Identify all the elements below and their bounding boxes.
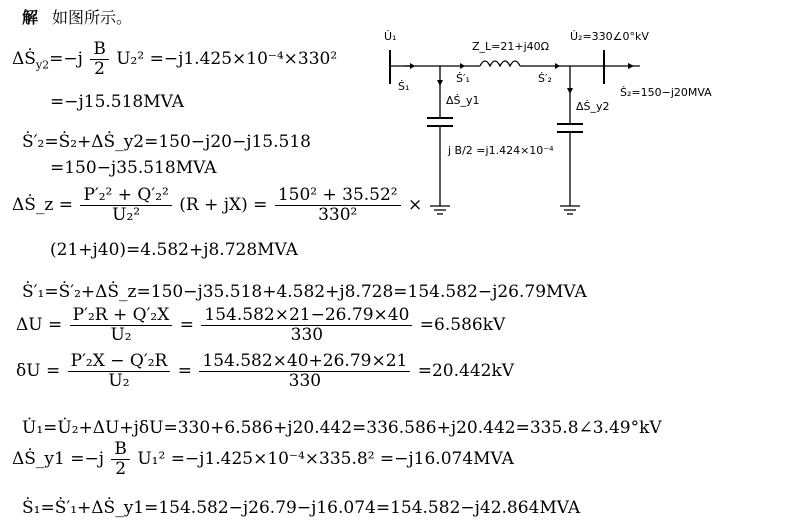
eq1-frac-num: B — [90, 40, 109, 60]
eq-s2-prime: Ṡ′₂=Ṡ₂+ΔṠ_y2=150−j20−j15.518 — [22, 132, 311, 152]
eq1-sub: y2 — [35, 58, 50, 72]
eq8-frac-den: 2 — [115, 459, 127, 479]
eq-delta-sy2 — [12, 40, 337, 79]
eq3-tail: × — [408, 195, 423, 215]
eq8-fraction — [111, 440, 130, 479]
eq-delta-u — [16, 306, 505, 345]
solution-intro: 如图所示。 — [52, 8, 133, 27]
arrow-icon — [410, 63, 415, 69]
eq1-fraction — [90, 40, 109, 79]
label-s1: Ṡ₁ — [398, 80, 410, 93]
eq1-lead: ΔṠ — [12, 49, 36, 69]
eq-delta-sz — [12, 186, 422, 225]
eq-s1-prime: Ṡ′₁=Ṡ′₂+ΔṠ_z=150−j35.518+4.582+j8.728=154.582−j26.79MVA — [22, 282, 587, 302]
eq5-lead: ΔU = — [16, 315, 63, 335]
eq6-lead: δU = — [16, 361, 61, 381]
label-delta-sy2: ΔṠ_y2 — [576, 100, 610, 113]
eq6-mid: = — [177, 361, 192, 381]
arrow-icon — [567, 88, 573, 94]
eq5-tail: =6.586kV — [419, 315, 506, 335]
label-delta-sy1: ΔṠ_y1 — [446, 94, 480, 107]
label-shunt-admittance: j B/2 =j1.424×10⁻⁴ — [448, 144, 554, 157]
solution-heading — [22, 8, 132, 28]
eq1-frac-den: 2 — [94, 59, 105, 79]
eq-s2-prime-result: =150−j35.518MVA — [50, 158, 217, 178]
eq3-fraction-1 — [80, 186, 171, 225]
eq-delta-sz-result: (21+j40)=4.582+j8.728MVA — [50, 240, 298, 260]
eq3-f1-den: U₂² — [112, 205, 141, 225]
eq-delta-u-transverse — [16, 352, 514, 391]
eq-delta-sy1 — [12, 440, 514, 479]
eq6-f2-den: 330 — [288, 371, 322, 391]
eq6-fraction-2 — [199, 352, 410, 391]
eq5-f1-num: P′₂R + Q′₂X — [70, 306, 173, 326]
arrow-icon — [437, 80, 443, 86]
eq1-mid: =−j — [49, 49, 83, 69]
solution-keyword: 解 — [22, 8, 39, 27]
eq6-fraction-1 — [68, 352, 171, 391]
eq6-f2-num: 154.582×40+26.79×21 — [199, 352, 410, 372]
eq3-mid: (R + jX) = — [179, 195, 268, 215]
eq-u1: U̇₁=U̇₂+ΔU+jδU=330+6.586+j20.442=336.586+j20.442=335.8∠3.49°kV — [22, 418, 662, 438]
inductor-icon — [480, 61, 520, 66]
label-zl: Z_L=21+j40Ω — [472, 40, 550, 53]
label-s1-prime: Ṡ′₁ — [456, 72, 470, 85]
label-s2-prime: Ṡ′₂ — [538, 72, 552, 85]
eq3-lead: ΔṠ_z = — [12, 195, 74, 215]
eq6-tail: =20.442kV — [417, 361, 515, 381]
eq3-f2-den: 330² — [318, 205, 358, 225]
eq8-lead: ΔṠ_y1 =−j — [12, 449, 105, 469]
eq-s1: Ṡ₁=Ṡ′₁+ΔṠ_y1=154.582−j26.79−j16.074=154.582−j42.864MVA — [22, 498, 581, 518]
eq6-f1-num: P′₂X − Q′₂R — [68, 352, 171, 372]
arrow-icon — [460, 63, 465, 69]
eq3-f2-num: 150² + 35.52² — [275, 186, 401, 206]
eq5-f1-den: U₂ — [110, 325, 132, 345]
eq1-tail: U₂² =−j1.425×10⁻⁴×330² — [116, 49, 338, 69]
eq8-tail: U₁² =−j1.425×10⁻⁴×335.8² =−j16.074MVA — [137, 449, 514, 469]
label-u2: U̇₂=330∠0°kV — [570, 30, 649, 43]
eq6-f1-den: U₂ — [108, 371, 130, 391]
eq5-mid: = — [179, 315, 195, 335]
eq3-f1-num: P′₂² + Q′₂² — [80, 186, 171, 206]
arrow-icon — [628, 63, 634, 69]
eq5-f2-den: 330 — [290, 325, 324, 345]
label-u1: U̇₁ — [384, 30, 397, 43]
circuit-diagram — [380, 18, 800, 228]
arrow-icon — [555, 63, 560, 69]
eq8-frac-num: B — [111, 440, 130, 460]
label-s2: Ṡ₂=150−j20MVA — [620, 86, 712, 99]
eq5-fraction-2 — [201, 306, 412, 345]
eq5-fraction-1 — [70, 306, 173, 345]
eq-delta-sy2-result: =−j15.518MVA — [50, 92, 185, 112]
eq5-f2-num: 154.582×21−26.79×40 — [201, 306, 412, 326]
